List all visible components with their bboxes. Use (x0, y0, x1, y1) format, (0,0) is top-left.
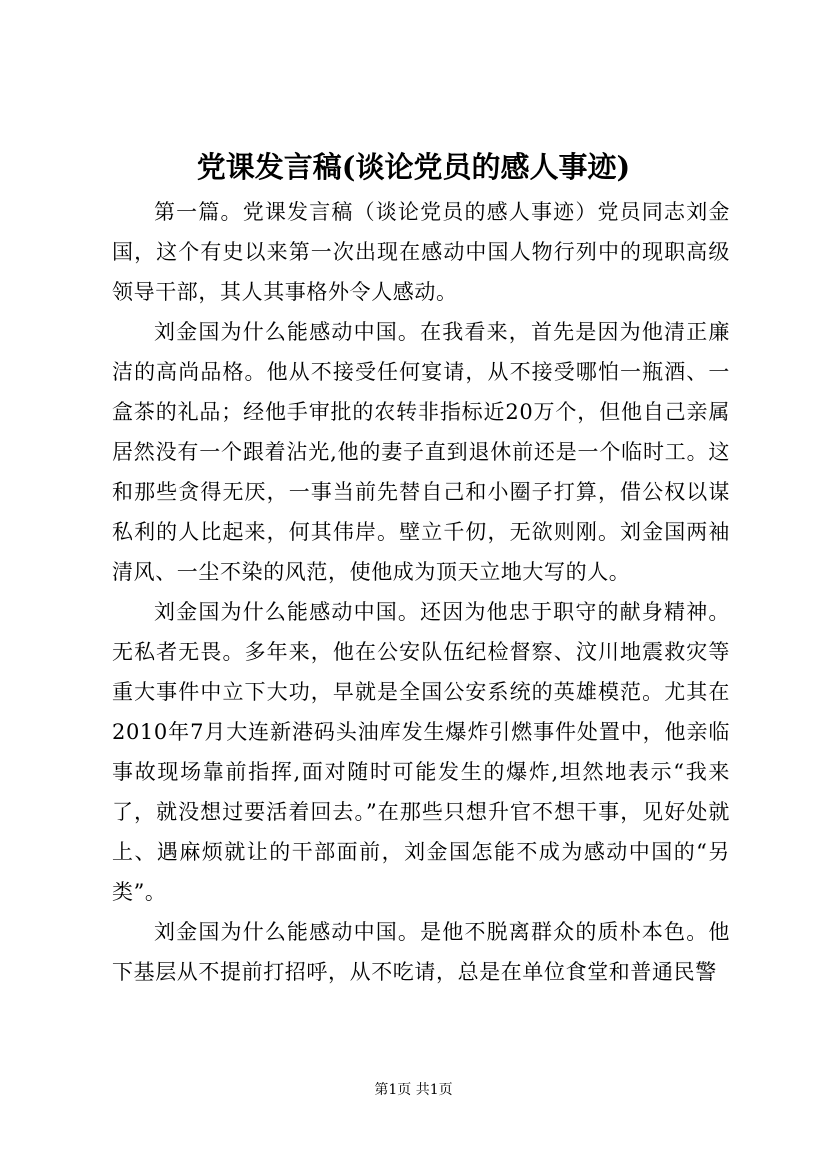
paragraph-3: 刘金国为什么能感动中国。还因为他忠于职守的献身精神。无私者无畏。多年来，他在公安队伍纪检督察、汶川地震救灾等重大事件中立下大功，早就是全国公安系统的英雄模范。尤其在2010年7月大连新港码头油库发生爆炸引燃事件处置中，他亲临事故现场靠前指挥,面对随时可能发生的爆炸,坦然地表示“我来了，就没想过要活着回去。”在那些只想升官不想干事，见好处就上、遇麻烦就让的干部面前，刘金国怎能不成为感动中国的“另类”。 (112, 600, 730, 904)
page-footer: 第1页 共1页 (374, 1082, 453, 1098)
paragraph-2: 刘金国为什么能感动中国。在我看来，首先是因为他清正廉洁的高尚品格。他从不接受任何宴请，从不接受哪怕一瓶酒、一盒茶的礼品；经他手审批的农转非指标近20万个，但他自己亲属居然没有一个跟着沾光,他的妻子直到退休前还是一个临时工。这和那些贪得无厌，一事当前先替自己和小圈子打算，借公权以谋私利的人比起来，何其伟岸。壁立千仞，无欲则刚。刘金国两袖清风、一尘不染的风范，使他成为顶天立地大写的人。 (112, 320, 730, 584)
paragraph-1: 第一篇。党课发言稿（谈论党员的感人事迹）党员同志刘金国，这个有史以来第一次出现在感动中国人物行列中的现职高级领导干部，其人其事格外令人感动。 (112, 200, 730, 304)
document-title: 党课发言稿(谈论党员的感人事迹) (196, 150, 631, 184)
document-body (112, 192, 730, 992)
paragraph-4: 刘金国为什么能感动中国。是他不脱离群众的质朴本色。他下基层从不提前打招呼，从不吃请，总是在单位食堂和普通民警 (112, 920, 730, 984)
